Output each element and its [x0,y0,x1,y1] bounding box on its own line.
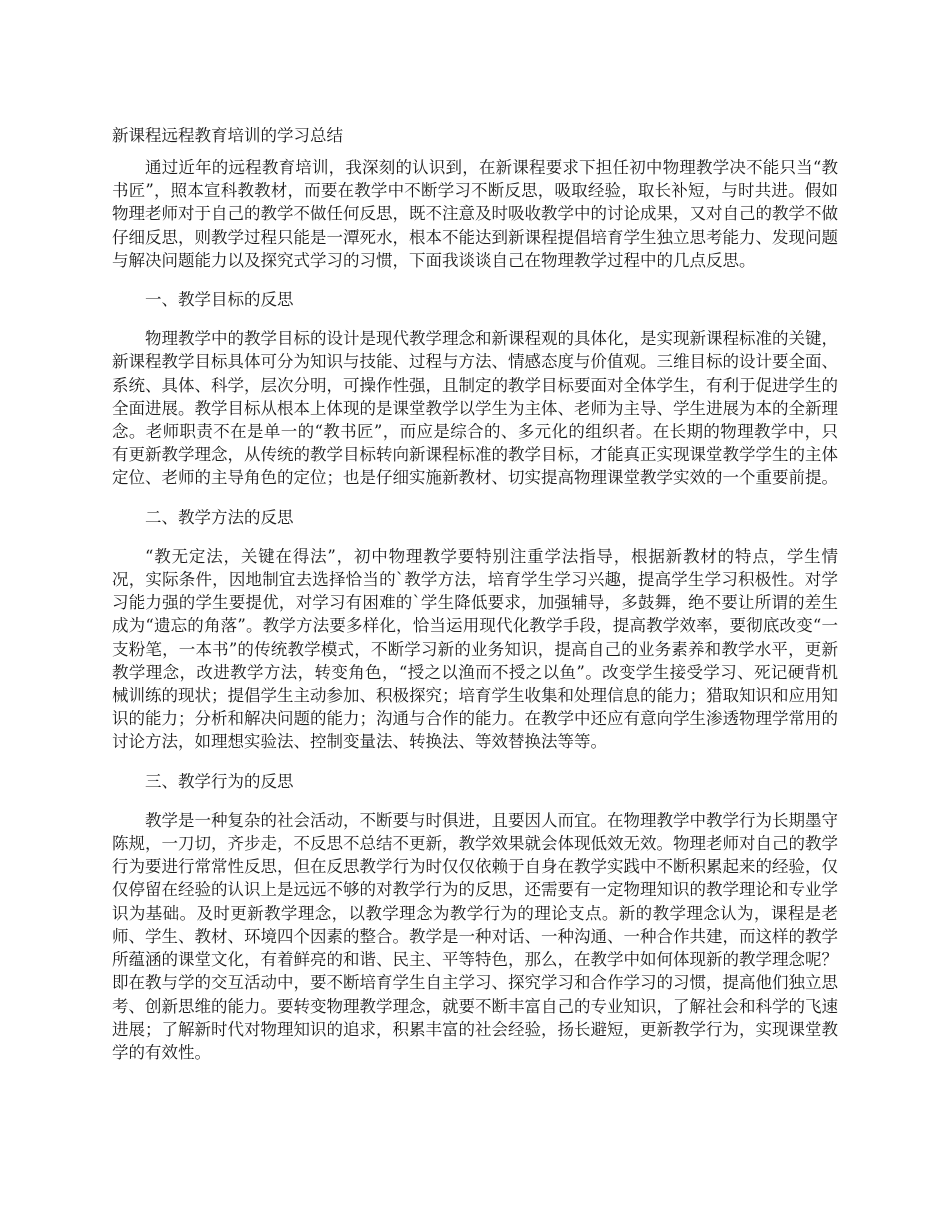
section-heading-methods: 二、教学方法的反思 [145,507,294,527]
section-body-behavior: 教学是一种复杂的社会活动，不断要与时俱进，且要因人而宜。在物理教学中教学行为长期墨守陈规，一刀切，齐步走，不反思不总结不更新，教学效果就会体现低效无效。物理老师对自己的教学行为要进行常常性反思，但在反思教学行为时仅仅依赖于自身在教学实践中不断积累起来的经验，仅仅停留在经验的认识上是远远不够的对教学行为的反思，还需要有一定物理知识的教学理论和专业学识为基础。及时更新教学理念，以教学理念为教学行为的理论支点。新的教学理念认为，课程是老师、学生、教材、环境四个因素的整合。教学是一种对话、一种沟通、一种合作共建，而这样的教学所蕴涵的课堂文化，有着鲜亮的和谐、民主、平等特色，那么，在教学中如何体现新的教学理念呢？即在教与学的交互活动中，要不断培育学生自主学习、探究学习和合作学习的习惯，提高他们独立思考、创新思维的能力。要转变物理教学理念，就要不断丰富自己的专业知识，了解社会和科学的飞速进展；了解新时代对物理知识的追求，积累丰富的社会经验，扬长避短，更新教学行为，实现课堂教学的有效性。 [112,810,838,1062]
section-body-goals: 物理教学中的教学目标的设计是现代教学理念和新课程观的具体化，是实现新课程标准的关键，新课程教学目标具体可分为知识与技能、过程与方法、情感态度与价值观。三维目标的设计要全面、系统、具体、科学，层次分明，可操作性强，且制定的教学目标要面对全体学生，有利于促进学生的全面进展。教学目标从根本上体现的是课堂教学以学生为主体、老师为主导、学生进展为本的全新理念。老师职责不在是单一的“教书匠”，而应是综合的、多元化的组织者。在长期的物理教学中，只有更新教学理念，从传统的教学目标转向新课程标准的教学目标，才能真正实现课堂教学学生的主体定位、老师的主导角色的定位；也是仔细实施新教材、切实提高物理课堂教学实效的一个重要前提。 [112,329,838,488]
document-page [112,124,838,1080]
section-body-methods: “教无定法，关键在得法”，初中物理教学要特别注重学法指导，根据新教材的特点，学生情况，实际条件，因地制宜去选择恰当的`教学方法，培育学生学习兴趣，提高学生学习积极性。对学习能力强的学生要提优，对学习有困难的`学生降低要求，加强辅导，多鼓舞，绝不要让所谓的差生成为“遗忘的角落”。教学方法要多样化，恰当运用现代化教学手段，提高教学效率，要彻底改变“一支粉笔，一本书”的传统教学模式，不断学习新的业务知识，提高自己的业务素养和教学水平，更新教学理念，改进教学方法，转变角色，“授之以渔而不授之以鱼”。改变学生接受学习、死记硬背机械训练的现状；提倡学生主动参加、积极探究；培育学生收集和处理信息的能力；猎取知识和应用知识的能力；分析和解决问题的能力；沟通与合作的能力。在教学中还应有意向学生渗透物理学常用的讨论方法，如理想实验法、控制变量法、转换法、等效替换法等等。 [112,546,838,752]
document-title: 新课程远程教育培训的学习总结 [112,126,343,145]
section-heading-goals: 一、教学目标的反思 [145,290,294,310]
section-heading-behavior: 三、教学行为的反思 [145,771,294,791]
intro-paragraph: 通过近年的远程教育培训，我深刻的认识到，在新课程要求下担任初中物理教学决不能只当“教书匠”，照本宣科教教材，而要在教学中不断学习不断反思，吸取经验，取长补短，与时共进。假如物理老师对于自己的教学不做任何反思，既不注意及时吸收教学中的讨论成果，又对自己的教学不做仔细反思，则教学过程只能是一潭死水，根本不能达到新课程提倡培育学生独立思考能力、发现问题与解决问题能力以及探究式学习的习惯，下面我谈谈自己在物理教学过程中的几点反思。 [112,158,838,270]
